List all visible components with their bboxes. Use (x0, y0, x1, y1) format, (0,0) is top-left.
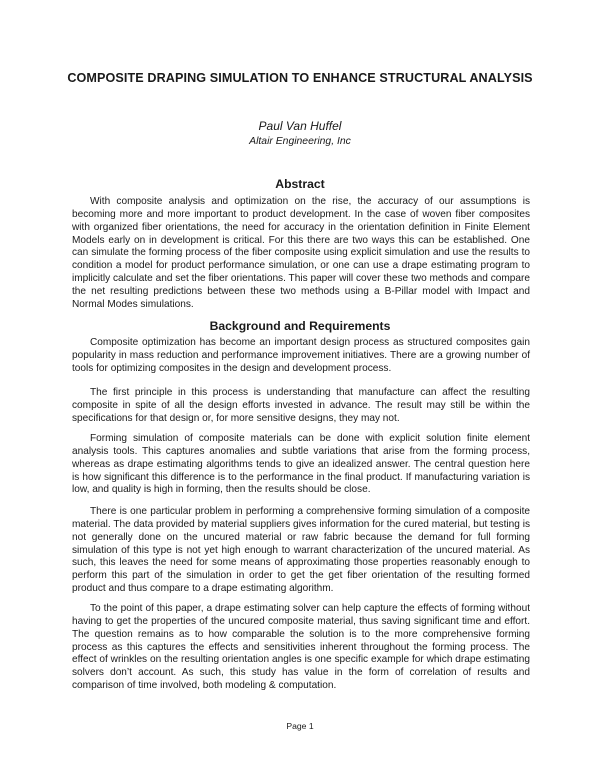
author-affiliation: Altair Engineering, Inc (249, 136, 351, 147)
background-paragraph-3: Forming simulation of composite materials can be done with explicit solution finite element analysis tools. This captures anomalies and subtle variations that arise from the forming process, whereas as drape estimating algorithms tends to give an idealized answer. The central question here is how significant this difference is to the performance in the final product. If manufacturing variation is low, and quality is high in forming, then the results should be close. (72, 433, 530, 496)
background-paragraph-2: The first principle in this process is understanding that manufacture can affect the resulting composite in spite of all the design efforts invested in advance. The result may still be within the specifications for that design or, for more sensitive designs, they may not. (72, 387, 530, 424)
background-paragraph-5: To the point of this paper, a drape estimating solver can help capture the effects of forming without having to get the properties of the uncured composite material, thus saving significant time and effort. The question remains as to how comparable the solution is to the more comprehensive forming process as this captures the effects and sensitivities inherent throughout the forming process. The effect of wrinkles on the resulting orientation angles is one specific example for which drape estimating solvers don’t account. As such, this study has value in the form of correlation of results and comparison of time involved, both modeling & computation. (72, 603, 530, 692)
author-name: Paul Van Huffel (258, 119, 342, 133)
abstract-paragraph: With composite analysis and optimization on the rise, the accuracy of our assumptions is becoming more and more important to product development. In the case of woven fiber composites with organized fiber orientations, the need for accuracy in the orientation definition in Finite Element Models early on in development is critical. For this there are two ways this can be established. One can simulate the forming process of the fiber composite using explicit simulation and use the results to condition a model for product performance simulation, or one can use a drape estimating program to implicitly calculate and set the fiber orientations. This paper will cover these two methods and compare the net resulting predictions between these two methods using a B-Pillar model with Impact and Normal Modes simulations. (72, 196, 530, 310)
background-paragraph-1: Composite optimization has become an important design process as structured composites gain popularity in mass reduction and performance improvement initiatives. There are a growing number of tools for optimizing composites in the design and development process. (72, 337, 530, 374)
page-number: Page 1 (286, 721, 314, 731)
background-heading: Background and Requirements (209, 319, 391, 333)
abstract-heading: Abstract (275, 177, 325, 191)
paper-title: COMPOSITE DRAPING SIMULATION TO ENHANCE STRUCTURAL ANALYSIS (67, 71, 533, 85)
background-paragraph-4: There is one particular problem in performing a comprehensive forming simulation of a composite material. The data provided by material suppliers gives information for the cured material, but testing is not generally done on the uncured material or raw fabric because the demand for full forming simulation of this type is not yet high enough to warrant characterization of the uncured material. As such, this leaves the need for some means of approximating those properties reasonably enough to perform this part of the simulation in order to get the get fiber orientation of the resulting formed product and thus compare to a drape estimating algorithm. (72, 506, 530, 595)
